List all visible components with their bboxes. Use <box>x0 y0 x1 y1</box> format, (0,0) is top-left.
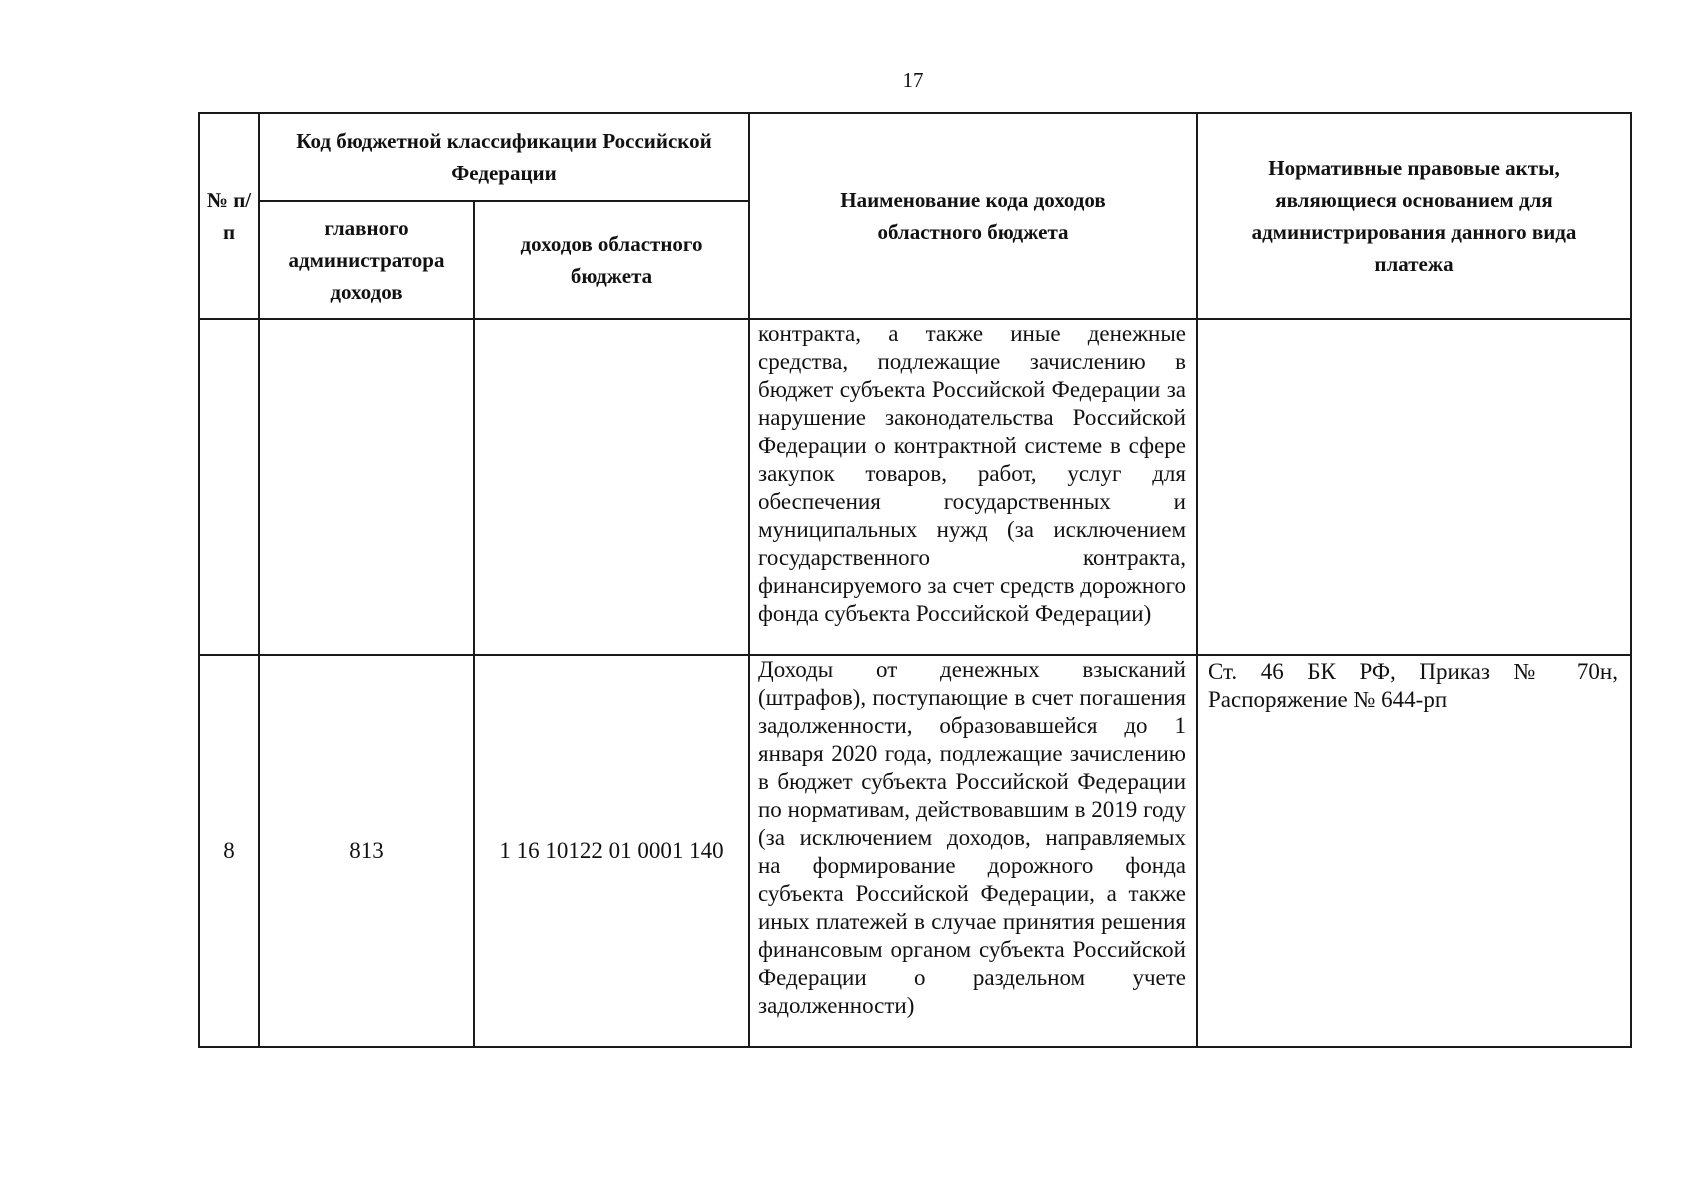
row-income-code: 1 16 10122 01 0001 140 <box>474 655 749 1047</box>
row-income-name: контракта, а также иные денежные средства, подлежащие зачислению в бюджет субъекта Российской Федерации за нарушение законодательства Российской Федерации о контрактной системе в сфере закупок товаров, работ, услуг для обеспечения государственных и муниципальных нужд (за исключением государственного контракта, финансируемого за счет средств дорожного фонда субъекта Российской Федерации) <box>749 319 1197 655</box>
row-num <box>199 319 259 655</box>
row-income-code <box>474 319 749 655</box>
row-chief-admin: 813 <box>259 655 474 1047</box>
page-number: 17 <box>902 68 924 92</box>
budget-codes-table <box>198 112 1632 1048</box>
header-income-code: доходов областного бюджета <box>474 201 749 319</box>
header-kbk-group: Код бюджетной классификации Российской Федерации <box>259 113 749 201</box>
row-income-name: Доходы от денежных взысканий (штрафов), поступающие в счет погашения задолженности, образовавшейся до 1 января 2020 года, подлежащие зачислению в бюджет субъекта Российской Федерации по нормативам, действовавшим в 2019 году (за исключением доходов, направляемых на формирование дорожного фонда субъекта Российской Федерации, а также иных платежей в случае принятия решения финансовым органом субъекта Российской Федерации о раздельном учете задолженности) <box>749 655 1197 1047</box>
header-income-name: Наименование кода доходов областного бюджета <box>749 113 1197 319</box>
row-legal-acts: Ст. 46 БК РФ, Приказ № 70н, Распоряжение № 644-рп <box>1197 655 1631 1047</box>
header-chief-admin: главного администратора доходов <box>259 201 474 319</box>
table-header-row <box>199 113 1631 201</box>
table-row <box>199 655 1631 1047</box>
header-num: № п/п <box>199 113 259 319</box>
row-num: 8 <box>199 655 259 1047</box>
header-legal-acts: Нормативные правовые акты, являющиеся основанием для администрирования данного вида платежа <box>1197 113 1631 319</box>
row-chief-admin <box>259 319 474 655</box>
row-legal-acts <box>1197 319 1631 655</box>
table-row <box>199 319 1631 655</box>
